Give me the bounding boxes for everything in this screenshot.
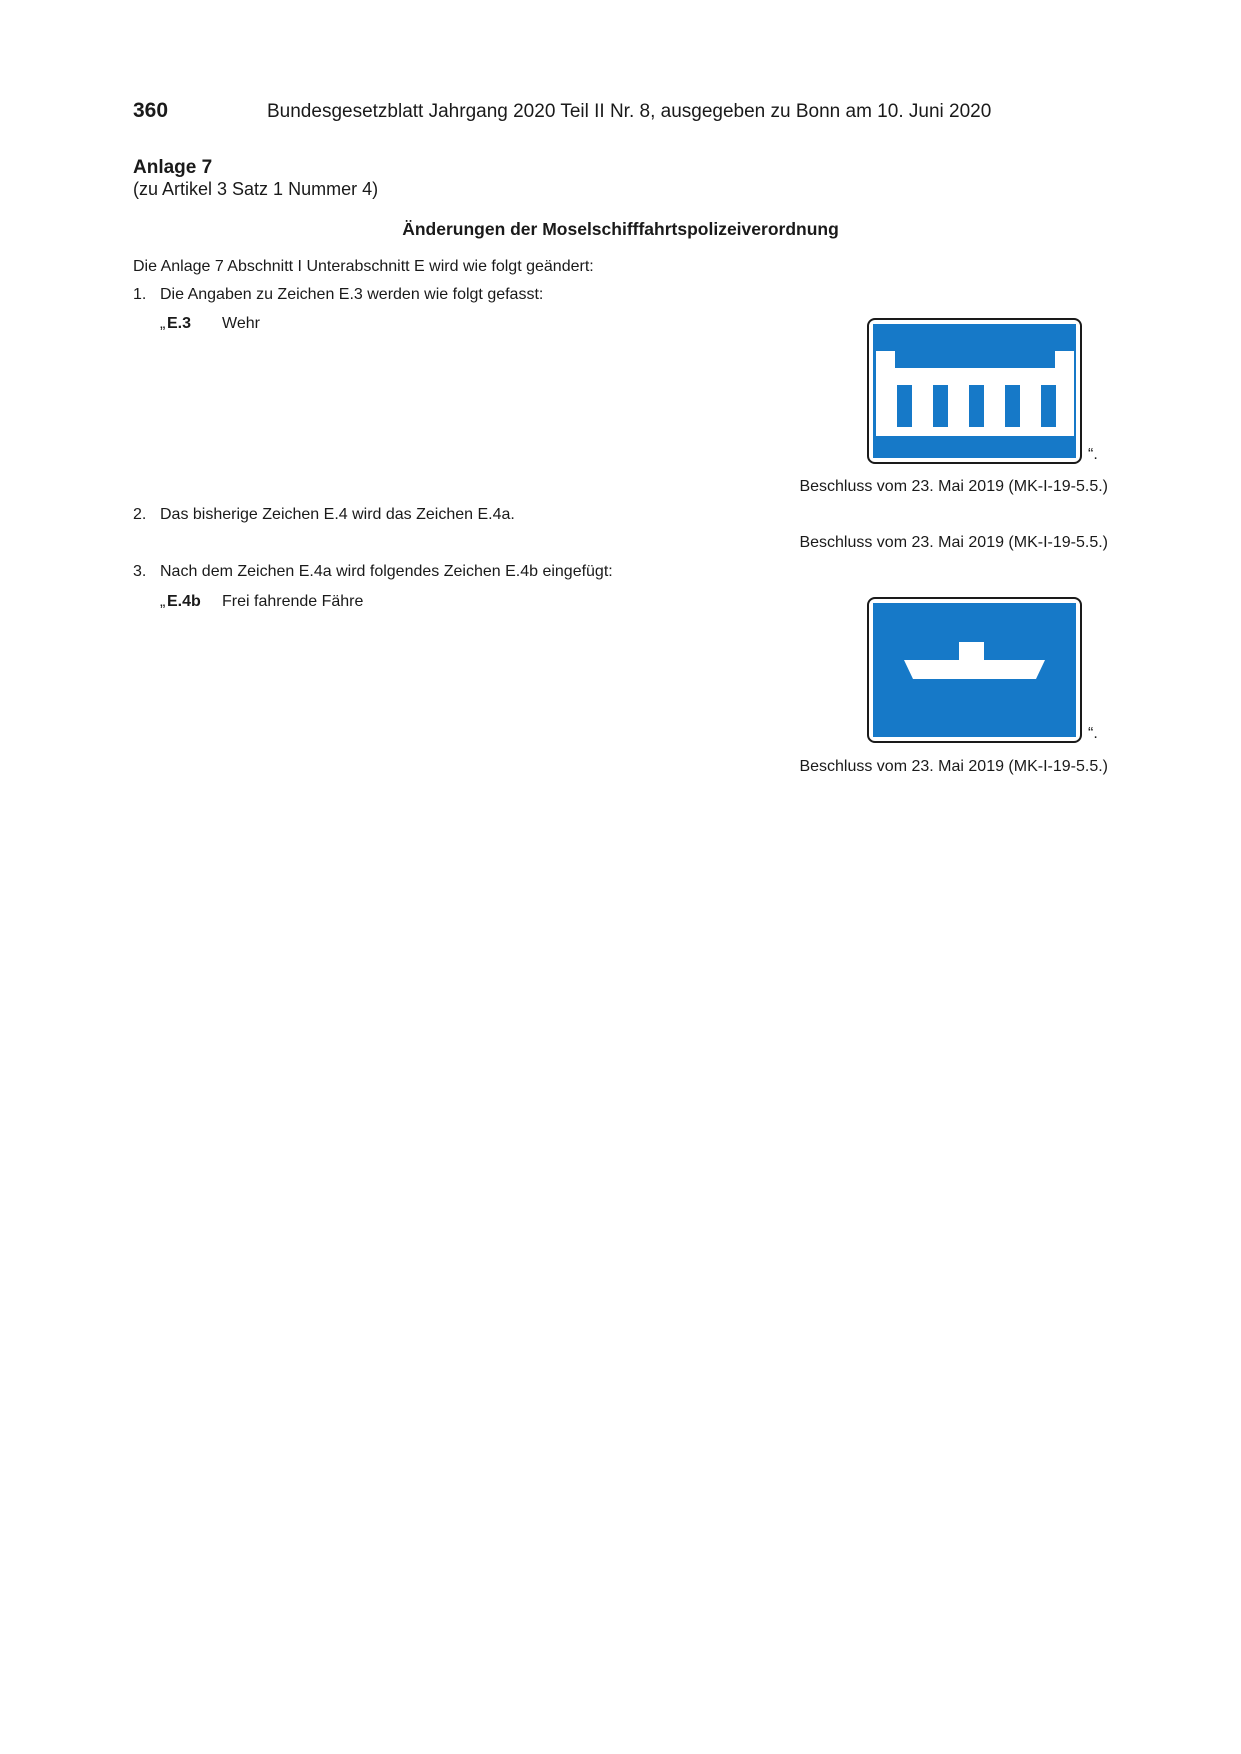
- closing-quote: “.: [1088, 446, 1098, 463]
- list-item-text: Das bisherige Zeichen E.4 wird das Zeichen E.4a.: [160, 506, 515, 523]
- anlage-title: Anlage 7: [133, 157, 213, 178]
- weir-symbol: [873, 324, 1076, 458]
- list-number: 1.: [133, 286, 147, 303]
- list-number: 2.: [133, 506, 147, 523]
- decision-reference: Beschluss vom 23. Mai 2019 (MK-I-19-5.5.): [799, 478, 1108, 495]
- sign-title: Wehr: [222, 315, 260, 332]
- opening-quote: „: [160, 315, 166, 332]
- closing-quote: “.: [1088, 725, 1098, 742]
- decision-reference: Beschluss vom 23. Mai 2019 (MK-I-19-5.5.): [799, 758, 1108, 775]
- sign-code: E.4b: [167, 593, 201, 610]
- list-number: 3.: [133, 563, 147, 580]
- opening-quote: „: [160, 593, 166, 610]
- weir-sign-icon: [867, 318, 1082, 464]
- list-item-text: Nach dem Zeichen E.4a wird folgendes Zeichen E.4b eingefügt:: [160, 563, 613, 580]
- intro-paragraph: Die Anlage 7 Abschnitt I Unterabschnitt E wird wie folgt geändert:: [133, 258, 594, 275]
- sign-code: E.3: [167, 315, 192, 332]
- ferry-symbol: [873, 603, 1076, 737]
- list-item-text: Die Angaben zu Zeichen E.3 werden wie folgt gefasst:: [160, 286, 544, 303]
- ferry-sign-icon: [867, 597, 1082, 743]
- page-number: 360: [133, 99, 169, 122]
- anlage-subtitle: (zu Artikel 3 Satz 1 Nummer 4): [133, 179, 379, 199]
- running-head: Bundesgesetzblatt Jahrgang 2020 Teil II Nr. 8, ausgegeben zu Bonn am 10. Juni 2020: [267, 101, 992, 122]
- decision-reference: Beschluss vom 23. Mai 2019 (MK-I-19-5.5.): [799, 534, 1108, 551]
- section-heading: Änderungen der Moselschifffahrtspolizeiverordnung: [402, 219, 839, 239]
- sign-title: Frei fahrende Fähre: [222, 593, 364, 610]
